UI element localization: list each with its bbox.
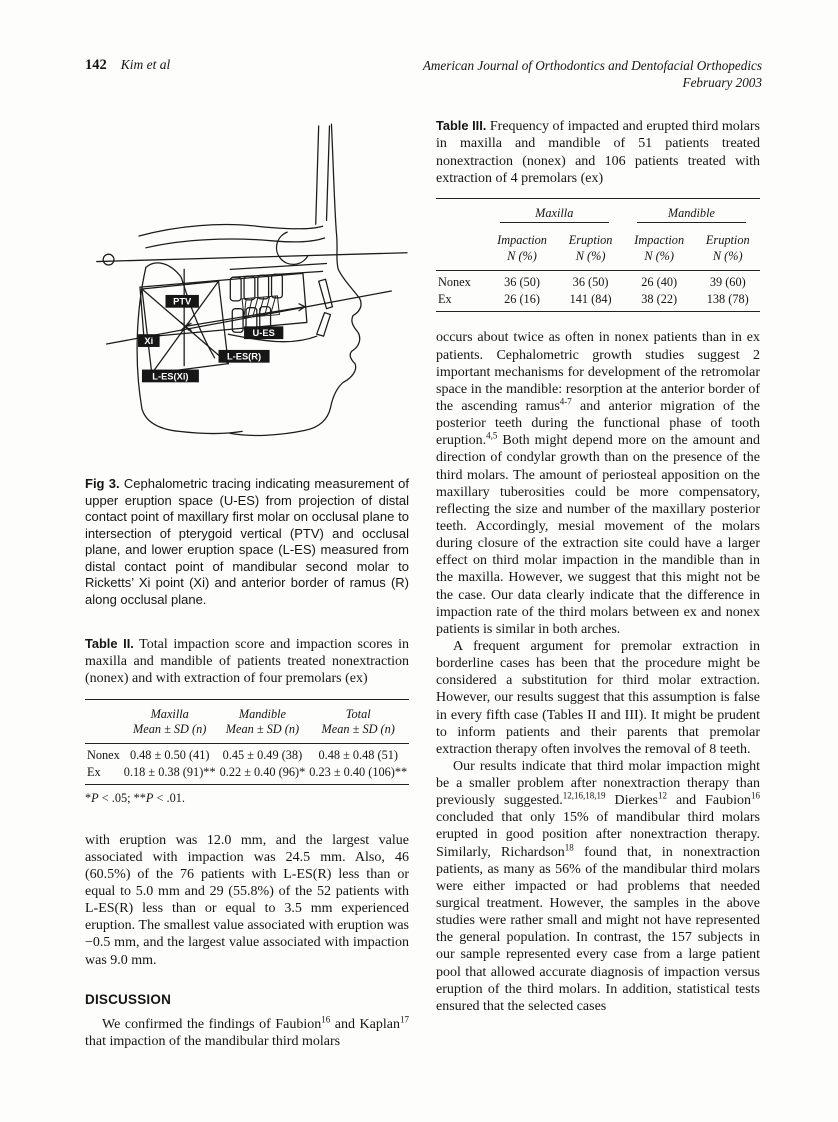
table-2-row-ex-label: Ex xyxy=(85,764,122,785)
table-2-nonex-maxilla: 0.48 ± 0.50 (41) xyxy=(129,747,210,762)
table-2-group-total: Total xyxy=(345,706,371,721)
table-3-row-ex-label: Ex xyxy=(436,291,486,312)
table-2-caption-text: Total impaction score and impaction scores in maxilla and mandible of patients treated nonextraction (nonex) and with extraction of four premolars (ex) xyxy=(85,636,409,687)
table-2-sub-mandible: Mean ± SD (n) xyxy=(225,721,300,736)
table-3-caption xyxy=(436,118,760,187)
table-3-sub-maxilla-impaction: Impaction N (%) xyxy=(486,226,559,270)
ptv-label-text: PTV xyxy=(173,296,192,307)
two-column-body xyxy=(85,118,762,1050)
upper-molar-4 xyxy=(272,274,283,298)
page-number: 142 xyxy=(85,57,107,73)
xi-label-text: Xi xyxy=(144,336,154,347)
table-3-sub-maxilla-eruption: Eruption N (%) xyxy=(558,226,622,270)
upper-molar-1 xyxy=(230,277,241,301)
table-2-ex-maxilla: 0.18 ± 0.38 (91)** xyxy=(122,764,218,785)
left-paragraph-1: with eruption was 12.0 mm, and the largest value associated with impaction was 24.5 mm. Also, 46 (60.5%) of the 76 patients with L-ES(R) less than or equal to 5.0 mm and 29 (55.8%) of the 52 patients with L-ES(R) less than or equal to 3.5 mm experienced eruption. The smallest value associated with eruption was −0.5 mm, and the largest value associated with impaction was 9.0 mm. xyxy=(85,832,409,968)
posterior-outline-1 xyxy=(316,126,319,224)
ues-label xyxy=(244,326,283,339)
table-2-stub xyxy=(85,699,122,743)
table-2-label: Table II. xyxy=(85,635,134,651)
table-2-header-row xyxy=(85,699,409,743)
table-3-stub-bottom xyxy=(436,226,486,270)
table-3-caption-text: Frequency of impacted and erupted third molars in maxilla and mandible of 51 patients treated nonextraction (nonex) and 106 patients treated with extraction of 4 premolars (ex) xyxy=(436,119,760,187)
table-2-caption xyxy=(85,636,409,688)
table-3-sub-mandible-eruption: Eruption N (%) xyxy=(696,226,760,270)
cranial-base-line xyxy=(139,225,323,236)
table-2-row-ex xyxy=(85,764,409,785)
table-2-col-mandible xyxy=(218,699,308,743)
table-2-ex-total: 0.23 ± 0.40 (106)** xyxy=(307,764,409,785)
table-3-nonex-max-impaction: 36 (50) xyxy=(504,275,540,290)
table-2-grid xyxy=(85,699,409,785)
cranial-base-line-2 xyxy=(146,238,325,248)
discussion-heading: DISCUSSION xyxy=(85,991,172,1007)
table-3-subheader-row xyxy=(436,226,760,270)
right-paragraph-3: Our results indicate that third molar impaction might be a smaller problem after nonextraction therapy than previously suggested.$^{12,16,18,19}$ Dierkes$^{12}$ and Faubion$^{16}$ concluded that only 15% of mandibular third molars erupted in good position after nonextraction therapy. Similarly, Richardson$^{18}$ found that, in nonextraction patients, as many as 56% of the mandibular third molars were either impacted or had problems that needed surgical treatment. However, the samples in the above studies were rather small and might not have represented the general population. In contrast, the 157 subjects in our sample represented every case from a large patient pool that allowed accurate diagnosis of impaction versus eruption of the third molars. In addition, statistical tests ensured that the selected cases xyxy=(436,758,760,1014)
table-2-group-maxilla: Maxilla xyxy=(150,706,189,721)
right-paragraph-2: A frequent argument for premolar extraction in borderline cases has been that the procedure might be considered a substitution for third molar extraction. However, our results suggest that this assumption is false in every fifth case (Tables II and III). It might be prudent to inform patients and their parents that premolar extraction therapy often involves the removal of 8 teeth. xyxy=(436,638,760,757)
lower-incisor xyxy=(317,313,331,337)
upper-molar-2 xyxy=(244,276,255,300)
table-3-ex-max-eruption: 141 (84) xyxy=(558,291,622,312)
table-3 xyxy=(436,118,760,312)
lesr-label-text: L-ES(R) xyxy=(226,351,262,362)
figure-3-caption xyxy=(85,476,409,609)
table-2-sub-total: Mean ± SD (n) xyxy=(321,721,395,736)
table-2-ex-mandible: 0.22 ± 0.40 (96)* xyxy=(218,764,308,785)
palatal-plane-line xyxy=(230,264,326,270)
facial-profile-outline xyxy=(230,124,361,435)
table-3-nonex-mand-eruption: 39 (60) xyxy=(709,275,746,290)
issue-date: February 2003 xyxy=(682,75,762,91)
cephalometric-tracing-image xyxy=(85,122,409,461)
figure-3-caption-label: Fig 3. xyxy=(85,476,120,491)
journal-name: American Journal of Orthodontics and Dentofacial Orthopedics xyxy=(422,58,762,73)
table-3-sub-mandible-impaction: Impaction N (%) xyxy=(623,226,696,270)
table-3-grid xyxy=(436,198,760,312)
table-2-col-maxilla xyxy=(122,699,218,743)
table-3-label: Table III. xyxy=(436,118,487,133)
left-paragraph-2: We confirmed the findings of Faubion$^{16}$ and Kaplan$^{17}$ that impaction of the mandibular third molars xyxy=(85,1014,409,1049)
right-column xyxy=(436,118,760,1050)
figure-3 xyxy=(85,122,409,609)
ues-label-text: U-ES xyxy=(252,328,275,339)
table-2-footnote: *P < .05; **P < .01. xyxy=(85,790,185,805)
table-3-group-maxilla: Maxilla xyxy=(500,206,609,223)
figure-3-caption-text: Cephalometric tracing indicating measurement of upper eruption space (U-ES) from projection of distal contact point of maxillary first molar on occlusal plane to intersection of pterygoid vertical (PTV) and occlusal plane, and lower eruption space (L-ES) measured from distal contact point of mandibular second molar to Ricketts’ Xi point (Xi) and anterior border of ramus (R) along occlusal plane. xyxy=(85,476,410,607)
orbit-outline xyxy=(277,232,308,264)
table-3-group-row xyxy=(436,199,760,227)
table-3-nonex-mand-impaction: 26 (40) xyxy=(641,275,678,290)
table-3-group-mandible: Mandible xyxy=(637,206,746,223)
table-3-group-maxilla-cell xyxy=(486,199,623,227)
table-3-group-mandible-cell xyxy=(623,199,760,227)
table-2-nonex-mandible: 0.45 ± 0.49 (38) xyxy=(222,747,303,762)
table-3-row-nonex xyxy=(436,271,760,292)
table-2-nonex-total: 0.48 ± 0.48 (51) xyxy=(318,747,398,762)
running-header-right xyxy=(423,57,762,92)
right-paragraph-1: occurs about twice as often in nonex patients than in ex patients. Cephalometric growth studies suggest 2 important mechanisms for development of the retromolar space in the mandible: resorption at the anterior border of the ascending ramus$^{4-7}$ and anterior migration of the posterior teeth during the functional phase of tooth eruption.$^{4,5}$ Both might depend more on the amount and direction of condylar growth than on the presence of the third molars. The amount of periosteal apposition on the maxillary tuberosities could be more compensatory, reflecting the size and number of the maxillary posterior teeth. Accordingly, mesial movement of the molars during closure of the extraction site could have a larger effect on third molar impaction in the mandible than in the maxilla. However, we suggest that this might not be the case. Our data clearly indicate that the difference in impaction rate of the third molars between ex and nonex patients is similar in both arches. xyxy=(436,330,760,637)
table-2-sub-maxilla: Mean ± SD (n) xyxy=(133,721,207,736)
left-column xyxy=(85,118,409,1050)
porion-landmark-circle xyxy=(103,254,114,265)
table-3-nonex-max-eruption: 36 (50) xyxy=(572,275,609,290)
table-3-row-nonex-label: Nonex xyxy=(438,275,471,290)
lesxi-label-text: L-ES(Xi) xyxy=(152,371,189,382)
table-2-row-nonex-label: Nonex xyxy=(87,747,120,762)
table-3-row-ex xyxy=(436,291,760,312)
running-header xyxy=(85,57,762,92)
table-2-row-nonex xyxy=(85,743,409,764)
lesr-label xyxy=(219,350,270,363)
upper-molar-3 xyxy=(258,275,269,299)
table-2-group-mandible: Mandible xyxy=(238,706,286,721)
ptv-label xyxy=(166,295,199,308)
lesxi-label xyxy=(142,370,199,383)
table-3-ex-mand-eruption: 138 (78) xyxy=(696,291,760,312)
table-3-stub-top xyxy=(436,199,486,227)
xi-label xyxy=(138,334,160,347)
table-3-ex-max-impaction: 26 (16) xyxy=(486,291,559,312)
table-2-col-total xyxy=(307,699,409,743)
posterior-outline-2 xyxy=(327,126,330,220)
table-3-ex-mand-impaction: 38 (22) xyxy=(623,291,696,312)
running-header-left xyxy=(85,57,170,74)
running-authors: Kim et al xyxy=(120,57,171,72)
table-2 xyxy=(85,636,409,806)
frankfort-plane-line xyxy=(97,253,407,262)
